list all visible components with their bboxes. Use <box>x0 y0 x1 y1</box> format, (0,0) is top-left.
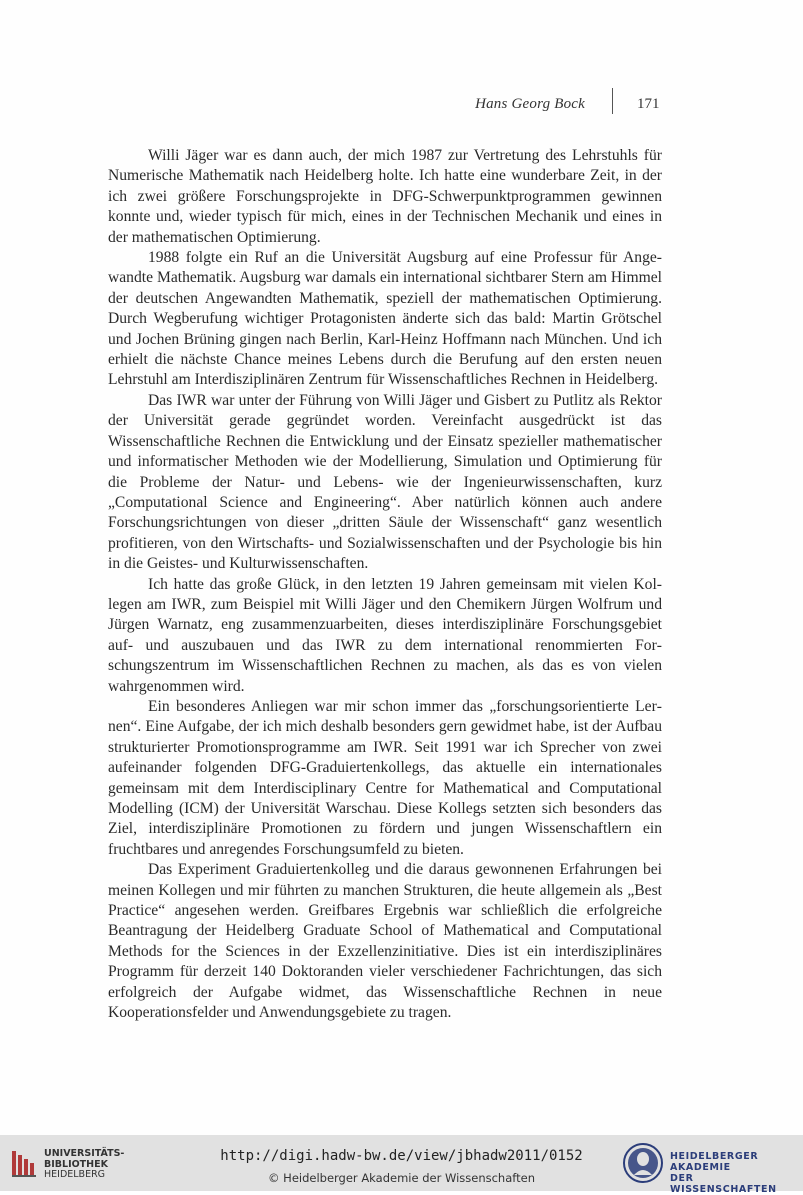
paragraph-1: Willi Jäger war es dann auch, der mich 1987 zur Vertretung des Lehrstuhls für Numerische Mathematik nach Heidelberg holte. Ich hatte eine wunderbare Zeit, in der ich zwei größere Forschungsprojekte in DFG-Schwerpunktprogrammen gewinnen konnte und, wieder typisch für mich, eines in der Technischen Mechanik und eines in der mathematischen Optimierung. <box>108 147 662 246</box>
permalink-url[interactable]: http://digi.hadw-bw.de/view/jbhadw2011/0152 <box>220 1148 583 1164</box>
academy-name-line1: HEIDELBERGER AKADEMIE <box>670 1151 759 1173</box>
running-head-divider <box>612 88 613 114</box>
academy-name <box>670 1151 803 1195</box>
page-number: 171 <box>637 96 660 112</box>
paragraph-3: Das IWR war unter der Führung von Willi Jäger und Gisbert zu Putlitz als Rektor der Universität gerade gegründet worden. Vereinfacht ausgedrückt ist das Wissenschaftliche Rechnen die Entwicklung und der Einsatz spezieller mathematischer und informatischer Methoden wie der Modellierung, Simulation und Optimierung für die Probleme der Natur- und Lebens- wie der Ingenieurwissenschaften, kurz „Computational Science and Engineering“. Aber natürlich können auch andere Forschungsrichtungen von dieser „dritten Säule der Wissenschaft“ ganz wesentlich profitieren, von den Wirtschafts- und Sozialwissenschaften und der Psychologie bis hin in die Geistes- und Kulturwissenschaften. <box>108 391 662 573</box>
paragraph-4: Ich hatte das große Glück, in den letzten 19 Jahren gemeinsam mit vielen Kollegen am IWR, zum Beispiel mit Willi Jäger und den Chemikern Jürgen Wolfrum und Jürgen Warnatz, eng zusammenzuarbeiten, dieses interdisziplinäre Forschungsgebiet auf- und auszubauen und das IWR zu dem international renommierten Forschungszentrum im Wissenschaftlichen Rechnen zu machen, als das es von vielen wahrgenommen wird. <box>108 575 662 695</box>
library-name-line1: UNIVERSITÄTS- <box>44 1148 125 1159</box>
academy-seal-icon <box>622 1141 664 1185</box>
academy-name-line2: DER WISSENSCHAFTEN <box>670 1173 777 1195</box>
paragraph-6: Das Experiment Graduiertenkolleg und die daraus gewonnenen Erfahrungen bei meinen Kollegen und mir führten zu manchen Strukturen, die heute allgemein als „Best Practice“ angesehen werden. Greifbares Ergebnis war schließlich die erfolgreiche Beantragung der Heidelberg Graduate School of Mathematical and Computational Methods for the Sciences in der Exzellenzinitiative. Dies ist ein interdisziplinäres Programm für derzeit 140 Doktoranden vieler verschiedener Fachrichtungen, das sich erfolgreich der Aufgabe widmet, das Wissenschaftliche Rechnen in neue Kooperationsfelder und Anwendungsgebiete zu tragen. <box>108 861 662 1022</box>
copyright-notice: © Heidelberger Akademie der Wissenschaften <box>268 1171 535 1185</box>
running-head <box>0 94 803 118</box>
paragraph-5: Ein besonderes Anliegen war mir schon immer das „forschungsorientierte Lernen“. Eine Aufgabe, der ich mich deshalb besonders gern gewidmet habe, ist der Aufbau strukturierter Promotionsprogramme am IWR. Seit 1991 war ich Sprecher von zwei aufeinander folgenden DFG-Graduiertenkollegs, das aktuelle ein internationales gemeinsam mit dem Interdisciplinary Centre for Mathematical and Computational Modelling (ICM) der Universität Warschau. Diese Kollegs setzten sich besonders das Ziel, interdisziplinäre Promotionen zu fördern und jungen Wissenschaftlern ein fruchtbares und anregendes Forschungsumfeld zu bieten. <box>108 697 662 858</box>
library-name-line2: BIBLIOTHEK <box>44 1158 108 1170</box>
paragraph-2: 1988 folgte ein Ruf an die Universität Augsburg auf eine Professur für Angewandte Mathematik. Augsburg war damals ein international sichtbarer Stern am Himmel der deutschen Angewandten Mathematik, speziell der mathematischen Optimierung. Durch Wegberufung wichtiger Protagonisten änderte sich das bald: Martin Grötschel und Jochen Brüning gingen nach Berlin, Karl-Heinz Hoffmann nach München. Und ich erhielt die nächste Chance meines Lebens durch die Berufung auf den ersten neuen Lehrstuhl am Interdisziplinären Zentrum für Wissenschaftliches Rechnen in Heidelberg. <box>108 249 662 389</box>
running-head-author: Hans Georg Bock <box>475 96 585 112</box>
body-text <box>108 146 662 1023</box>
viewer-footer <box>0 1135 803 1195</box>
library-name-line3: HEIDELBERG <box>44 1169 106 1180</box>
